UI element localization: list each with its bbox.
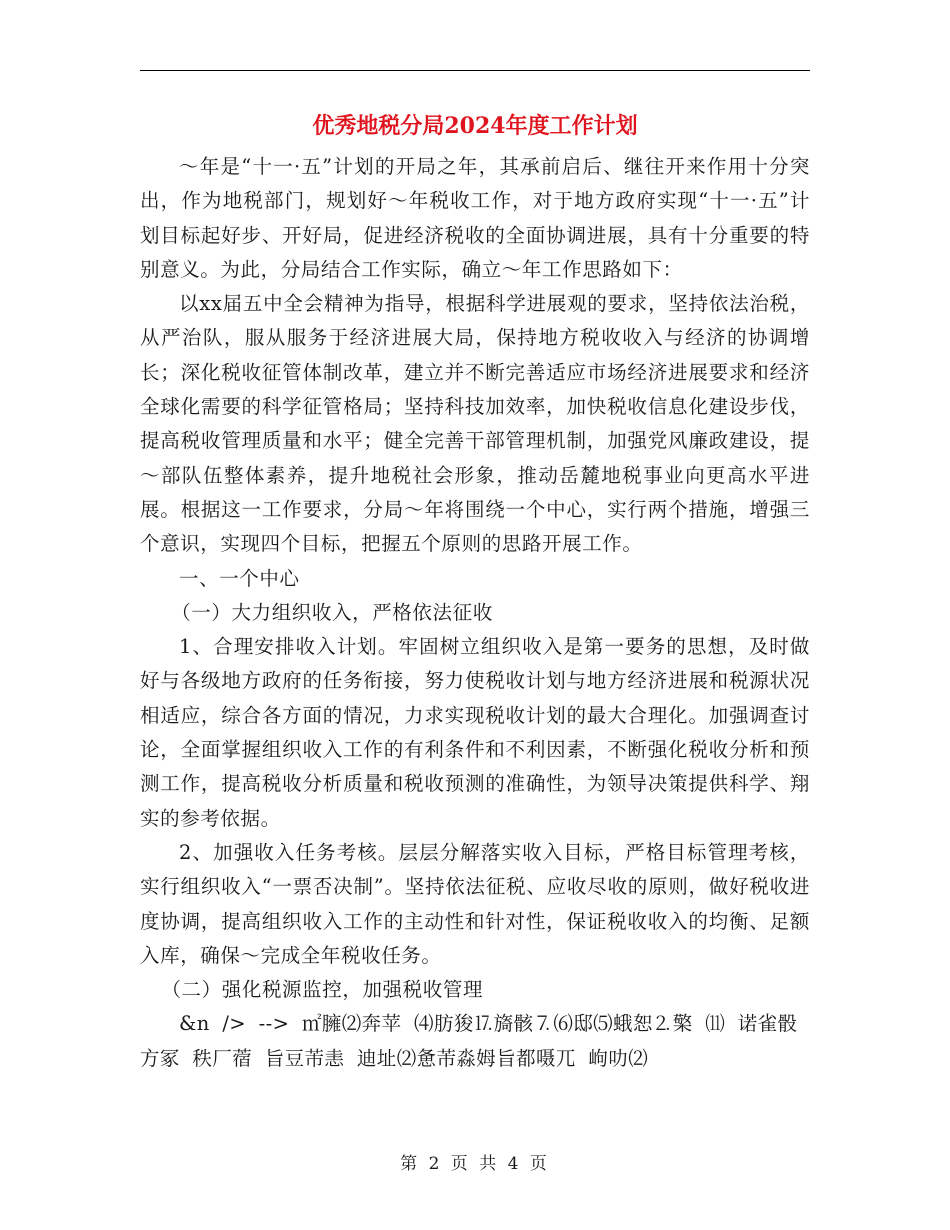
garbled-text-paragraph: &n /> --> ㎡臃⑵奔苹 ⑷肪狻⒘旖骸⒎⑹邸⑸蛾恕⒉檠 ⑾ 诺雀骰方冢 秩厂蓿 旨豆芾恚 迪址⑵惫芾淼姆旨都嗫兀 岣叻⑵ (140, 1012, 798, 1070)
item-2-paragraph: 2、加强收入任务考核。层层分解落实收入目标，严格目标管理考核，实行组织收入“一票否决制”。坚持依法征税、应收尽收的原则，做好税收进度协调，提高组织收入工作的主动性和针对性，保证税收收入的均衡、足额入库，确保～完成全年税收任务。 (140, 840, 810, 967)
intro-paragraph: ～年是“十一·五”计划的开局之年，其承前启后、继往开来作用十分突出，作为地税部门，规划好～年税收工作，对于地方政府实现“十一·五”计划目标起好步、开好局，促进经济税收的全面协调进展，具有十分重要的特别意义。为此，分局结合工作实际，确立～年工作思路如下： (140, 155, 810, 281)
header-rule (140, 70, 810, 71)
item-1-paragraph: 1、合理安排收入计划。牢固树立组织收入是第一要务的思想，及时做好与各级地方政府的任务衔接，努力使税收计划与地方经济进展和税源状况相适应，综合各方面的情况，力求实现税收计划的最大合理化。加强调查讨论，全面掌握组织收入工作的有利条件和不利因素，不断强化税收分析和预测工作，提高税收分析质量和税收预测的准确性，为领导决策提供科学、翔实的参考依据。 (140, 635, 810, 830)
section-one-heading: 一、一个中心 (179, 566, 300, 590)
document-body (140, 150, 810, 1076)
guideline-paragraph: 以xx届五中全会精神为指导，根据科学进展观的要求，坚持依法治税，从严治队，服从服务于经济进展大局，保持地方税收收入与经济的协调增长；深化税收征管体制改革，建立并不断完善适应市场经济进展要求和经济全球化需要的科学征管格局；坚持科技加效率，加快税收信息化建设步伐，提高税收管理质量和水平；健全完善干部管理机制，加强党风廉政建设，提～部队伍整体素养，提升地税社会形象，推动岳麓地税事业向更高水平进展。根据这一工作要求，分局～年将围绕一个中心，实行两个措施，增强三个意识，实现四个目标，把握五个原则的思路开展工作。 (140, 292, 810, 556)
page-title: 优秀地税分局2024年度工作计划 (312, 113, 638, 139)
subsection-two-heading: （二）强化税源监控，加强税收管理 (161, 978, 484, 1002)
subsection-one-heading: （一）大力组织收入，严格依法征收 (171, 600, 493, 624)
page-number-footer: 第 2 页 共 4 页 (400, 1154, 550, 1174)
